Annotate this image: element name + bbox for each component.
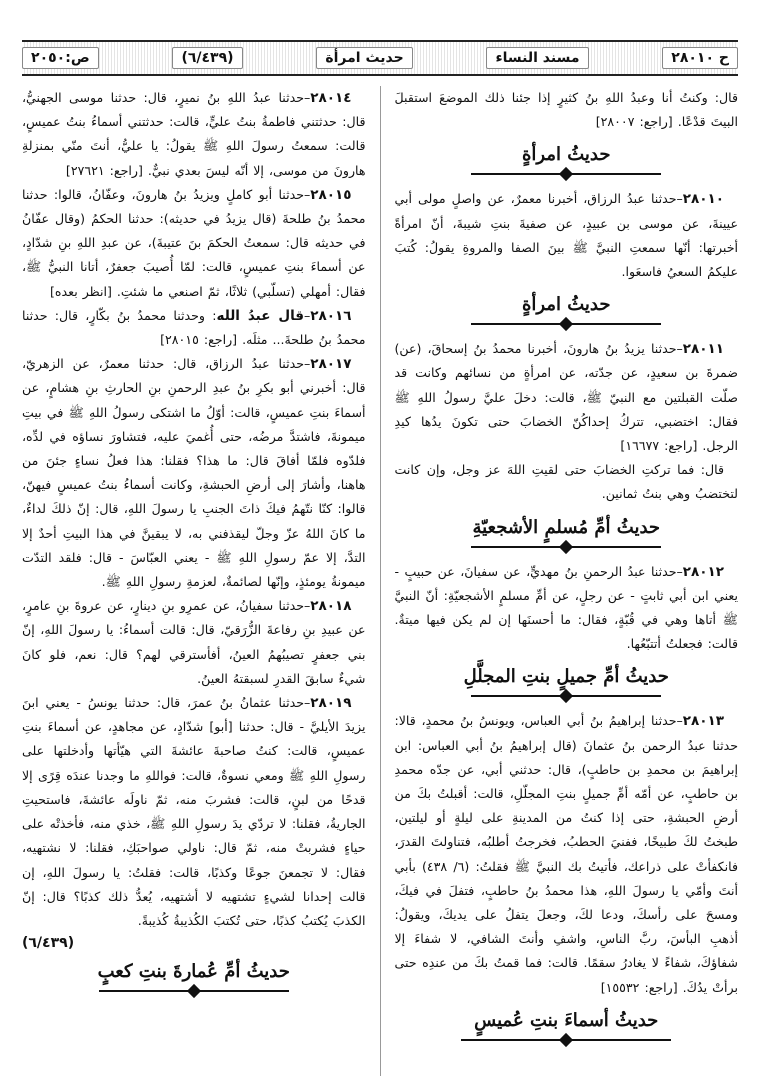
hadith-number: ٢٨٠١٠ — [682, 191, 724, 208]
ornament-rule — [99, 986, 289, 996]
intro-text: قال: وكنتُ أنا وعبدُ اللهِ بنُ كثيرٍ إذا جئنا ذلك الموضعَ استقبلَ البيتَ قدْعًا. [راجع: ٢٨٠٠٧] — [394, 90, 738, 130]
volume-page-marker: (٦/٤٣٩) — [21, 935, 75, 952]
hadith-text: حدثنا عبدُ الرحمنِ بنُ مهديٍّ، عن سفيانَ، عن حبيبٍ - يعني ابن أبي ثابتٍ - عن رجلٍ، عن أمِّ مسلمٍ الأشجعيّةِ: أنّ النبيَّ ﷺ أتاها وهي في قُبّةٍ، فقال: ما أحسنَها إن لم يكن فيها ميتةٌ. قالت: فجعلتُ أتتبّعُها. — [394, 563, 738, 652]
hadith-paragraph: ٢٨٠١٩–حدثنا عثمانُ بنُ عمرَ، قال: حدثنا يونسُ - يعني ابنَ يزيدَ الأيليَّ - قال: حدثنا [أبو] شدّادٍ، عن مجاهدٍ، عن أسماءَ بنتِ عميسٍ، قالت: كنتُ صاحبةَ عائشةَ التي هيّأتها وأدخلتها على رسولِ اللهِ ﷺ ومعي نسوةٌ، قالت: فواللهِ ما وجدنا عندَه قِرًى إلا قدحًا من لبنٍ، قالت: فشربَ منه، ثمّ ناولَه عائشةَ، فاستحيتِ الجاريةُ، فقلنا: لا تردّي يدَ رسولِ اللهِ ﷺ، خذي منه، فأخذتْه على حياءٍ فشربتْ منه، ثمّ قال: ناولي صواحبَكِ، فقلنا: لا نشتهيه، فقال: لا تجمعنَ جوعًا وكذبًا، قالت: فقلتُ: يا رسولَ اللهِ، إن قالت إحدانا لشيءٍ تشتهيه لا أشتهيه، يُعدُّ ذلك كذبًا؟ قال: إنّ الكذبَ يُكتبُ كذبًا، حتى تُكتبَ الكُذيبةُ كُذيبةً. — [21, 695, 366, 928]
section-title: حديثُ أمِّ مُسلمٍ الأشجعيّةِ — [472, 516, 661, 538]
hadith-text: وحدثنا محمدُ بنُ بكّارٍ، قال: حدثنا محمدُ بنُ طلحةَ... مثلَه. [راجع: ٢٨٠١٥] — [21, 307, 366, 348]
hadith-subtitle: قال عبدُ الله — [216, 307, 304, 324]
hadith-number: ٢٨٠١٦ — [310, 307, 352, 324]
ornament-rule — [471, 169, 661, 179]
running-header — [22, 40, 738, 76]
hadith-continuation: قال: فما تركتِ الخضابَ حتى لقيتِ اللهَ عز وجل، وإن كانت لتختضبُ وهي بنتُ ثمانين. — [394, 462, 738, 502]
page-number: ص:٢٠٥٠ — [22, 47, 99, 69]
column-divider — [380, 86, 381, 1076]
section-heading — [394, 144, 738, 179]
hadith-number: ٢٨٠١٤ — [310, 90, 352, 106]
section-title: حديثُ امرأةٍ — [521, 144, 611, 166]
section-heading — [394, 294, 738, 329]
hadith-paragraph: ٢٨٠١٦–قال عبدُ الله: وحدثنا محمدُ بنُ بكّارٍ، قال: حدثنا محمدُ بنُ طلحةَ... مثلَه. [راجع: ٢٨٠١٥] — [21, 307, 366, 348]
section-title: حديثُ أسماءَ بنتِ عُميسٍ — [474, 1009, 659, 1031]
hadith-number: ٢٨٠١٣ — [682, 713, 724, 730]
hadith-paragraph: ٢٨٠١٣–حدثنا إبراهيمُ بنُ أبي العباس، ويونسُ بنُ محمدٍ، قالا: حدثنا عبدُ الرحمن بنُ عثمانَ (قال إبراهيمُ بنُ أبي العباس: ابن إبراهيمَ بن محمدِ بن حاطبٍ)، قال: حدثني أبي، عن جدّه محمدِ بن حاطبٍ، عن أمّه أمِّ جميلٍ بنتِ المجلّلِ، قالت: أقبلتُ بكَ من أرضِ الحبشةِ، حتى إذا كنتُ من المدينةِ على ليلةٍ أو ليلتين، طبختُ لكَ طبيخًا، ففنيَ الحطبُ، فخرجتُ أطلبُه، فتناولتَ القدرَ، فانكفأتْ على ذراعك، فأتيتُ بك النبيَّ ﷺ فقلتُ: (٦/ ٤٣٨) بأبي أنتَ وأمّي يا رسولَ اللهِ، هذا محمدُ بنُ حاطبٍ، فتفلَ في فيكَ، ومسحَ على رأسكَ، ودعا لكَ، وجعلَ يتفلُ على يديكَ، ويقولُ: أذهبِ البأسَ، ربَّ الناسِ، واشفِ وأنتَ الشافي، لا شفاءَ إلا شفاؤكَ، شفاءً لا يغادرُ سقمًا. قالت: فما قمتُ بكَ من عندِه حتى برأتْ يدُكَ. [راجع: ١٥٥٣٢] — [394, 713, 738, 995]
ornament-rule — [471, 542, 661, 552]
volume-page-label: (٦/٤٣٩) — [172, 47, 242, 69]
hadith-text: حدثنا سفيانُ، عن عمرِو بنِ دينارٍ، عن عروةَ بنِ عامرٍ، عن عبيدِ بنِ رفاعةَ الزُّرَقيّ، قال: قالت أسماءُ: يا رسولَ اللهِ، إنّ بني جعفرٍ تصيبُهمُ العينُ، أفأسترقي لهم؟ قال: نعم، فلو كانَ شيءٌ سابقَ القدرِ لسبقتهُ العينُ. — [21, 598, 366, 686]
hadith-text: حدثنا أبو كاملٍ ويزيدُ بنُ هارونَ، وعفّانُ، قالوا: حدثنا محمدُ بنُ طلحةَ (قال يزيدُ في حديثه): حدثنا الحكمُ (وقال عفّانُ في حديثه قال: سمعتُ الحكمَ بنَ عتيبةَ)، عن عبدِ اللهِ بنِ شدّادٍ، عن أسماءَ بنتِ عميسٍ، قالت: لمّا أُصيبَ جعفرٌ، أتانا النبيُّ ﷺ، فقال: أمهلي (تسلّبي) ثلاثًا، ثمّ اصنعي ما شئتِ. [انظر بعده] — [21, 186, 366, 299]
hadith-number: ٢٨٠١٢ — [682, 563, 724, 580]
hadith-text: حدثنا عبدُ الرزاق، أخبرنا معمرٌ، عن واصلٍ مولى أبي عيينةَ، عن موسى بن عبيدٍ، عن صفيةَ بنتِ شيبةَ، أنّ امرأةً أخبرتها: أنّها سمعتِ النبيَّ ﷺ بينَ الصفا والمروةِ يقولُ: كُتبَ عليكمُ السعيُ فاسعَوا. — [394, 191, 738, 280]
two-column-body — [22, 86, 738, 1076]
hadith-paragraph: ٢٨٠١٠–حدثنا عبدُ الرزاق، أخبرنا معمرٌ، عن واصلٍ مولى أبي عيينةَ، عن موسى بن عبيدٍ، عن صفيةَ بنتِ شيبةَ، أنّ امرأةً أخبرتها: أنّها سمعتِ النبيَّ ﷺ بينَ الصفا والمروةِ يقولُ: كُتبَ عليكمُ السعيُ فاسعَوا. — [394, 191, 738, 280]
hadith-number: ٢٨٠١١ — [682, 341, 724, 358]
hadith-text: حدثنا يزيدُ بنُ هارونَ، أخبرنا محمدُ بنُ إسحاقَ، (عن) ضمرةَ بن سعيدٍ، عن جدّته، عن امرأةٍ من نسائهم وكانت قد صلّت القبلتين مع النبيّ ﷺ، قالت: دخلَ عليَّ رسولُ اللهِ ﷺ فقال: اختضبي، تتركُ إحداكُنّ الخضابَ حتى تكونَ يدُها كيدِ الرجل. [راجع: ١٦٦٧٧] — [394, 341, 738, 454]
book-title: مسند النساء — [486, 47, 588, 69]
hadith-number: ٢٨٠١٧ — [310, 356, 352, 373]
section-heading — [394, 1010, 738, 1045]
section-heading — [394, 666, 738, 701]
hadith-number: ٢٨٠١٩ — [310, 695, 352, 712]
section-title: حديثُ أمِّ عُمارةَ بنتِ كعبٍ — [97, 961, 290, 983]
hadith-paragraph: ٢٨٠١١–حدثنا يزيدُ بنُ هارونَ، أخبرنا محمدُ بنُ إسحاقَ، (عن) ضمرةَ بن سعيدٍ، عن جدّته، عن امرأةٍ من نسائهم وكانت قد صلّت القبلتين مع النبيّ ﷺ، قالت: دخلَ عليَّ رسولُ اللهِ ﷺ فقال: اختضبي، تتركُ إحداكُنّ الخضابَ حتى تكونَ يدُها كيدِ الرجل. [راجع: ١٦٦٧٧] — [394, 341, 738, 454]
hadith-text: حدثنا عثمانُ بنُ عمرَ، قال: حدثنا يونسُ - يعني ابنَ يزيدَ الأيليَّ - قال: حدثنا [أبو] شدّادٍ، عن مجاهدٍ، عن أسماءَ بنتِ عميسٍ، قالت: كنتُ صاحبةَ عائشةَ التي هيّأتها وأدخلتها على رسولِ اللهِ ﷺ ومعي نسوةٌ، قالت: فواللهِ ما وجدنا عندَه قِرًى إلا قدحًا من لبنٍ، قالت: فشربَ منه، ثمّ ناولَه عائشةَ، فاستحيتِ الجاريةُ، فقلنا: لا تردّي يدَ رسولِ اللهِ ﷺ، خذي منه، فأخذتْه على حياءٍ فشربتْ منه، ثمّ قال: ناولي صواحبَكِ، فقلنا: لا نشتهيه، فقال: لا تجمعنَ جوعًا وكذبًا، قالت: فقلتُ: يا رسولَ اللهِ، إن قالت إحدانا لشيءٍ تشتهيه لا أشتهيه، يُعدُّ ذلك كذبًا؟ قال: إنّ الكذبَ يُكتبُ كذبًا، حتى تُكتبَ الكُذيبةُ كُذيبةً. — [21, 695, 366, 928]
ornament-rule — [461, 1035, 671, 1045]
section-title: حديثُ امرأةٍ — [521, 294, 611, 316]
section-heading — [22, 961, 366, 996]
hadith-number: ٢٨٠١٨ — [310, 598, 352, 615]
section-title: حديثُ أمِّ جميلٍ بنتِ المجلَّلِ — [463, 666, 669, 688]
hadith-paragraph: ٢٨٠١٨–حدثنا سفيانُ، عن عمرِو بنِ دينارٍ، عن عروةَ بنِ عامرٍ، عن عبيدِ بنِ رفاعةَ الزُّرَقيّ، قال: قالت أسماءُ: يا رسولَ اللهِ، إنّ بني جعفرٍ تصيبُهمُ العينُ، أفأسترقي لهم؟ قال: نعم، فلو كانَ شيءٌ سابقَ القدرِ لسبقتهُ العينُ. — [21, 598, 366, 686]
hadith-text: حدثنا عبدُ الرزاق، قال: حدثنا معمرٌ، عن الزهريّ، قال: أخبرني أبو بكرِ بنُ عبدِ الرحمنِ بنِ الحارثِ بنِ هشامٍ، عن أسماءَ بنتِ عميسٍ، قالت: أوّلُ ما اشتكى رسولُ اللهِ ﷺ في بيتِ ميمونةَ، فاشتدَّ مرضُه، حتى أُغميَ عليه، فتشاورَ نساؤه في لدِّه، فلدّوه فلمّا أفاقَ قال: ما هذا؟ فقلنا: هذا فعلُ نساءٍ جئنَ من هاهنا، وأشارَ إلى أرضِ الحبشةِ، وكانت أسماءُ بنتُ عميسٍ فيهنّ، قالوا: كنّا نتّهمُ فيكَ ذاتَ الجنبِ يا رسولَ اللهِ، قال: إنّ ذلكَ لداءٌ، ما كانَ اللهُ عزّ وجلّ ليقذفني به، لا يبقينَّ في هذا البيتِ أحدٌ إلا التدَّ، إلا عمّ رسولِ اللهِ ﷺ - يعني العبّاسَ - قال: فلقد التدّت ميمونةُ يومئذٍ، وإنّها لصائمةٌ، لعزمةِ رسولِ اللهِ ﷺ. — [21, 356, 366, 590]
hadith-text: حدثنا عبدُ اللهِ بنُ نميرٍ، قال: حدثنا موسى الجهنيُّ، قال: حدثتني فاطمةُ بنتُ عليٍّ، قالت: حدثتني أسماءُ بنتُ عميسٍ، قالت: سمعتُ رسولَ اللهِ ﷺ يقولُ: يا عليُّ، أنتَ منّي بمنزلةِ هارونَ من موسى، إلا أنّه ليسَ بعدي نبيٌّ. [راجع: ٢٧٦٢١] — [21, 90, 366, 178]
hadith-text: حدثنا إبراهيمُ بنُ أبي العباس، ويونسُ بنُ محمدٍ، قالا: حدثنا عبدُ الرحمن بنُ عثمانَ (قال إبراهيمُ بنُ أبي العباس: ابن إبراهيمَ بن محمدِ بن حاطبٍ)، قال: حدثني أبي، عن جدّه محمدِ بن حاطبٍ، عن أمّه أمِّ جميلٍ بنتِ المجلّلِ، قالت: أقبلتُ بكَ من أرضِ الحبشةِ، حتى إذا كنتُ من المدينةِ على ليلةٍ أو ليلتين، طبختُ لكَ طبيخًا، ففنيَ الحطبُ، فخرجتُ أطلبُه، فتناولتَ القدرَ، فانكفأتْ على ذراعك، فأتيتُ بك النبيَّ ﷺ فقلتُ: (٦/ ٤٣٨) بأبي أنتَ وأمّي يا رسولَ اللهِ، هذا محمدُ بنُ حاطبٍ، فتفلَ في فيكَ، ومسحَ على رأسكَ، ودعا لكَ، وجعلَ يتفلُ على يديكَ، ويقولُ: أذهبِ البأسَ، ربَّ الناسِ، واشفِ وأنتَ الشافي، لا شفاءَ إلا شفاؤكَ، شفاءً لا يغادرُ سقمًا. قالت: فما قمتُ بكَ من عندِه حتى برأتْ يدُكَ. [راجع: ١٥٥٣٢] — [394, 713, 738, 995]
hadith-paragraph: ٢٨٠١٢–حدثنا عبدُ الرحمنِ بنُ مهديٍّ، عن سفيانَ، عن حبيبٍ - يعني ابن أبي ثابتٍ - عن رجلٍ، عن أمِّ مسلمٍ الأشجعيّةِ: أنّ النبيَّ ﷺ أتاها وهي في قُبّةٍ، فقال: ما أحسنَها إن لم يكن فيها ميتةٌ. قالت: فجعلتُ أتتبّعُها. — [394, 563, 738, 652]
ornament-rule — [471, 691, 661, 701]
section-title-header: حديث امرأة — [316, 47, 412, 69]
hadith-range-label: ح ٢٨٠١٠ — [662, 47, 738, 69]
right-column — [394, 86, 738, 1076]
hadith-paragraph: ٢٨٠١٧–حدثنا عبدُ الرزاق، قال: حدثنا معمرٌ، عن الزهريّ، قال: أخبرني أبو بكرِ بنُ عبدِ الرحمنِ بنِ الحارثِ بنِ هشامٍ، عن أسماءَ بنتِ عميسٍ، قالت: أوّلُ ما اشتكى رسولُ اللهِ ﷺ في بيتِ ميمونةَ، فاشتدَّ مرضُه، حتى أُغميَ عليه، فتشاورَ نساؤه في لدِّه، فلدّوه فلمّا أفاقَ قال: ما هذا؟ فقلنا: هذا فعلُ نساءٍ جئنَ من هاهنا، وأشارَ إلى أرضِ الحبشةِ، وكانت أسماءُ بنتُ عميسٍ فيهنّ، قالوا: كنّا نتّهمُ فيكَ ذاتَ الجنبِ يا رسولَ اللهِ، قال: إنّ ذلكَ لداءٌ، ما كانَ اللهُ عزّ وجلّ ليقذفني به، لا يبقينَّ في هذا البيتِ أحدٌ إلا التدَّ، إلا عمّ رسولِ اللهِ ﷺ - يعني العبّاسَ - قال: فلقد التدّت ميمونةُ يومئذٍ، وإنّها لصائمةٌ، لعزمةِ رسولِ اللهِ ﷺ. — [21, 356, 366, 590]
ornament-rule — [471, 319, 661, 329]
hadith-paragraph: ٢٨٠١٤–حدثنا عبدُ اللهِ بنُ نميرٍ، قال: حدثنا موسى الجهنيُّ، قال: حدثتني فاطمةُ بنتُ عليٍّ، قالت: حدثتني أسماءُ بنتُ عميسٍ، قالت: سمعتُ رسولَ اللهِ ﷺ يقولُ: يا عليُّ، أنتَ منّي بمنزلةِ هارونَ من موسى، إلا أنّه ليسَ بعدي نبيٌّ. [راجع: ٢٧٦٢١] — [21, 90, 366, 178]
hadith-paragraph: ٢٨٠١٥–حدثنا أبو كاملٍ ويزيدُ بنُ هارونَ، وعفّانُ، قالوا: حدثنا محمدُ بنُ طلحةَ (قال يزيدُ في حديثه): حدثنا الحكمُ (وقال عفّانُ في حديثه قال: سمعتُ الحكمَ بنَ عتيبةَ)، عن عبدِ اللهِ بنِ شدّادٍ، عن أسماءَ بنتِ عميسٍ، قالت: لمّا أُصيبَ جعفرٌ، أتانا النبيُّ ﷺ، فقال: أمهلي (تسلّبي) ثلاثًا، ثمّ اصنعي ما شئتِ. [انظر بعده] — [21, 186, 366, 299]
hadith-number: ٢٨٠١٥ — [310, 186, 352, 203]
left-column — [22, 86, 366, 1076]
section-heading — [394, 517, 738, 552]
